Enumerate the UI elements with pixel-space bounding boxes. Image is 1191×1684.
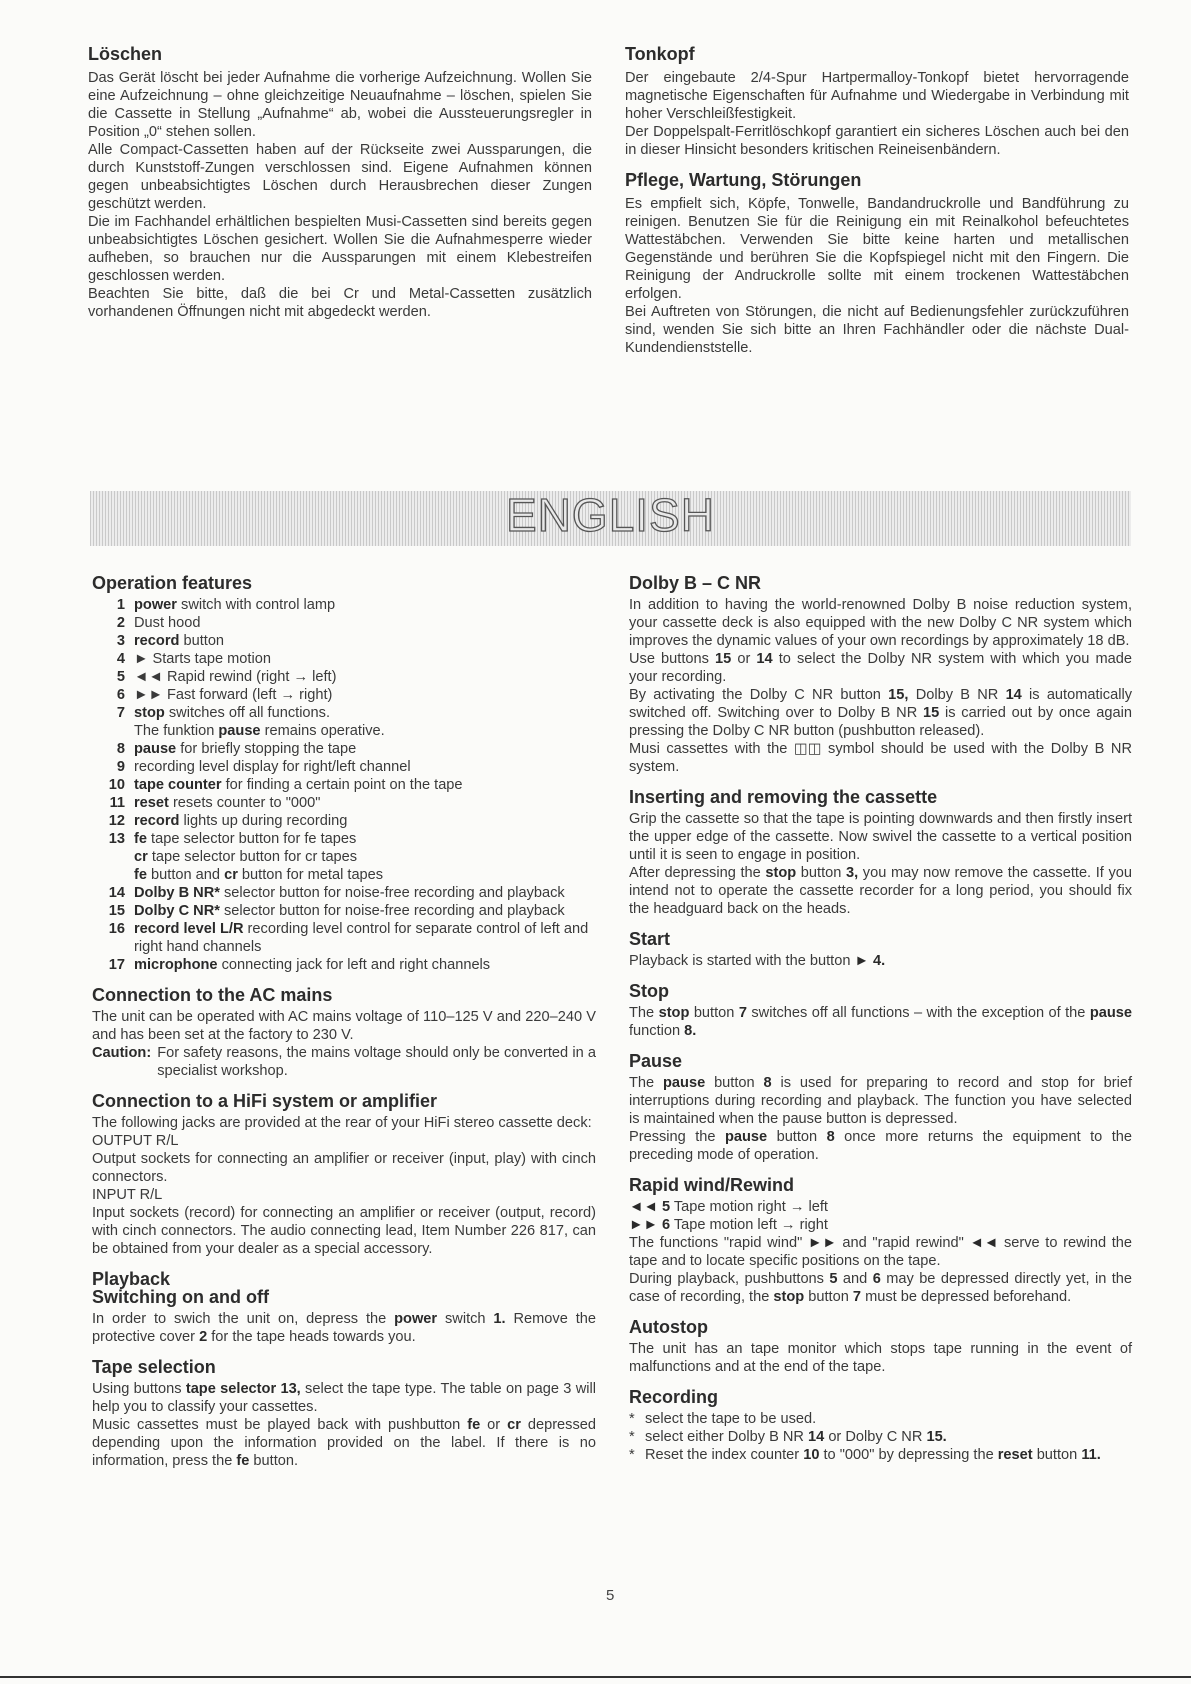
tape-selection-p1: Using buttons tape selector 13, select the tape type. The table on page 3 will help you to classify your cassettes. <box>92 1381 596 1415</box>
feature-number: 8 <box>116 741 125 757</box>
feature-text: ► Starts tape motion <box>134 651 271 667</box>
feature-item <box>92 632 596 650</box>
stop-text: The stop button 7 switches off all functions – with the exception of the pause function 8. <box>629 1005 1132 1039</box>
feature-number <box>92 866 134 884</box>
feature-number: 5 <box>116 669 125 685</box>
feature-number: 13 <box>108 831 125 847</box>
caution-note <box>92 1044 596 1080</box>
feature-number: 15 <box>108 903 125 919</box>
features-list <box>92 596 596 974</box>
hifi-input-label: INPUT R/L <box>92 1187 163 1203</box>
loeschen-p4: Beachten Sie bitte, daß die bei Cr und Metal-Cassetten zusätzlich vorhandenen Öffnungen nicht mit abgedeckt werden. <box>88 286 592 320</box>
pause-p1: The pause button 8 is used for preparing to record and stop for brief interruptions during recording and playback. The function you have selected is maintained when the pause button is depressed. <box>629 1075 1133 1127</box>
feature-text: Dolby B NR* selector button for noise-free recording and playback <box>134 885 565 901</box>
tonkopf-heading: Tonkopf <box>625 44 695 64</box>
feature-number: 9 <box>116 759 125 775</box>
feature-number: 7 <box>116 705 125 721</box>
feature-text: Dust hood <box>134 615 201 631</box>
feature-text: fe tape selector button for fe tapes <box>134 831 357 847</box>
hifi-output-label: OUTPUT R/L <box>92 1133 179 1149</box>
loeschen-p3: Die im Fachhandel erhältlichen bespielten Musi-Cassetten sind bereits gegen unbeabsichtigtes Löschen gesichert. Wollen Sie die Aufnahmesperre wieder aufheben, so brauchen nur die Aussparungen mit einem Klebestreifen geschlossen werden. <box>88 214 592 284</box>
english-left-column <box>92 574 596 1470</box>
banner-title: ENGLISH <box>506 489 715 541</box>
feature-number <box>92 722 134 740</box>
feature-text: fe button and cr button for metal tapes <box>134 867 384 883</box>
feature-number: 14 <box>108 885 125 901</box>
pause-p2: Pressing the pause button 8 once more returns the equipment to the preceding mode of operation. <box>629 1129 1132 1163</box>
tape-selection-p2: Music cassettes must be played back with pushbutton fe or cr depressed depending upon the information provided on the label. If there is no information, press the fe button. <box>92 1417 596 1469</box>
ac-p1: The unit can be operated with AC mains voltage of 110–125 V and 220–240 V and has been set at the factory to 230 V. <box>92 1009 596 1043</box>
loeschen-p1: Das Gerät löscht bei jeder Aufnahme die vorherige Aufzeichnung. Wollen Sie eine Aufzeichnung – ohne gleichzeitige Neuaufnahme – löschen, spielen Sie die Cassette in Stellung „Aufnahme“ ab, wobei die Aussteuerungsregler in Position „0“ stehen sollen. <box>88 70 592 140</box>
start-text: Playback is started with the button ► 4. <box>629 953 886 969</box>
pflege-p2: Bei Auftreten von Störungen, die nicht auf Bedienungsfehler zurückzuführen sind, wenden Sie sich bitte an Ihren Fachhändler oder die nächste Dual-Kundendienststelle. <box>625 304 1129 356</box>
feature-text: microphone connecting jack for left and right channels <box>134 957 491 973</box>
feature-item <box>92 596 596 614</box>
feature-number: 11 <box>109 795 125 811</box>
feature-item <box>92 686 596 704</box>
feature-number <box>92 848 134 866</box>
feature-item <box>92 722 596 740</box>
recording-item-2: * select either Dolby B NR 14 or Dolby C NR 15. <box>629 1429 947 1445</box>
feature-item <box>92 920 596 956</box>
playback-heading: Playback <box>92 1269 171 1289</box>
feature-number: 10 <box>108 777 125 793</box>
page-number: 5 <box>606 1587 615 1604</box>
playback-text: In order to swich the unit on, depress the power switch 1. Remove the protective cover 2 for the tape heads towards you. <box>92 1311 596 1345</box>
feature-number: 1 <box>116 597 125 613</box>
feature-text: record lights up during recording <box>134 813 348 829</box>
rapid-p2: During playback, pushbuttons 5 and 6 may be depressed directly yet, in the case of recording, the stop button 7 must be depressed beforehand. <box>629 1271 1133 1305</box>
feature-item <box>92 776 596 794</box>
feature-text: tape counter for finding a certain point on the tape <box>134 777 463 793</box>
recording-item-1: * select the tape to be used. <box>629 1411 817 1427</box>
stop-heading: Stop <box>629 981 669 1001</box>
feature-number: 4 <box>116 651 125 667</box>
feature-item <box>92 758 596 776</box>
pflege-p1: Es empfielt sich, Köpfe, Tonwelle, Bandandruckrolle und Bandführung zu reinigen. Benutzen Sie für die Reinigung ein mit Reinalkohol befeuchtetes Wattestäbchen. Verwenden Sie bitte keine harten und metallischen Gegenstände und berühren Sie die Kopfspiegel nicht mit den Fingern. Die Reinigung der Andruckrolle sollte mit einem trockenen Wattestäbchen erfolgen. <box>625 196 1129 302</box>
feature-text: recording level display for right/left channel <box>134 759 411 775</box>
english-banner <box>90 491 1131 546</box>
caution-label: Caution: <box>92 1045 152 1061</box>
rapid-heading: Rapid wind/Rewind <box>629 1175 794 1195</box>
loeschen-heading: Löschen <box>88 44 163 64</box>
loeschen-p2: Alle Compact-Cassetten haben auf der Rückseite zwei Aussparungen, die durch Kunststoff-Zungen verschlossen sind. Eigene Aufnahmen können gegen unbeabsichtigtes Löschen durch Herausbrechen dieser Zungen geschützt werden. <box>88 142 592 212</box>
caution-text: For safety reasons, the mains voltage should only be converted in a specialist workshop. <box>157 1045 596 1079</box>
recording-item-3: * Reset the index counter 10 to "000" by depressing the reset button 11. <box>629 1447 1101 1463</box>
feature-item <box>92 650 596 668</box>
feature-text: record level L/R recording level control for separate control of left and right hand channels <box>134 921 589 955</box>
tape-selection-heading: Tape selection <box>92 1357 216 1377</box>
start-heading: Start <box>629 929 671 949</box>
bottom-rule <box>0 1676 1191 1678</box>
tonkopf-p1: Der eingebaute 2/4-Spur Hartpermalloy-Tonkopf bietet hervorragende magnetische Eigenschaften für Aufnahme und Wiedergabe in Verbindung mit hoher Verschleißfestigkeit. <box>625 70 1129 122</box>
rapid-line1: ◄◄ 5 Tape motion right → left <box>629 1199 828 1215</box>
german-left-column <box>88 45 592 321</box>
pause-heading: Pause <box>629 1051 683 1071</box>
feature-item <box>92 668 596 686</box>
features-heading: Operation features <box>92 573 253 593</box>
ac-heading: Connection to the AC mains <box>92 985 333 1005</box>
feature-number: 17 <box>108 957 125 973</box>
feature-text: power switch with control lamp <box>134 597 336 613</box>
feature-item <box>92 956 596 974</box>
feature-item <box>92 830 596 848</box>
feature-item <box>92 740 596 758</box>
inserting-heading: Inserting and removing the cassette <box>629 787 938 807</box>
tonkopf-p2: Der Doppelspalt-Ferritlöschkopf garantiert ein sicheres Löschen auch bei den in dieser Hinsicht besonders kritischen Reineisenbändern. <box>625 124 1129 158</box>
dolby-p4: Musi cassettes with the ◫◫ symbol should be used with the Dolby B NR system. <box>629 741 1132 775</box>
english-right-column <box>629 574 1132 1464</box>
feature-text: ►► Fast forward (left → right) <box>134 687 333 703</box>
hifi-heading: Connection to a HiFi system or amplifier <box>92 1091 438 1111</box>
feature-text: The funktion pause remains operative. <box>134 723 385 739</box>
feature-text: record button <box>134 633 225 649</box>
hifi-p1: The following jacks are provided at the rear of your HiFi stereo cassette deck: <box>92 1115 592 1131</box>
pflege-heading: Pflege, Wartung, Störungen <box>625 170 862 190</box>
hifi-input-text: Input sockets (record) for connecting an amplifier or receiver (output, record) with cinch connectors. The audio connecting lead, Item Number 226 817, can be obtained from your dealer as a special accessory. <box>92 1205 596 1257</box>
inserting-p2: After depressing the stop button 3, you may now remove the cassette. If you intend not to operate the cassette recorder for a long period, you should fix the headguard back on the heads. <box>629 865 1132 917</box>
dolby-p2: Use buttons 15 or 14 to select the Dolby NR system with which you made your recording. <box>629 651 1132 685</box>
feature-number: 3 <box>116 633 125 649</box>
feature-item <box>92 614 596 632</box>
feature-text: cr tape selector button for cr tapes <box>134 849 358 865</box>
rapid-p1: The functions "rapid wind" ►► and "rapid rewind" ◄◄ serve to rewind the tape and to locate specific positions on the tape. <box>629 1235 1133 1269</box>
recording-heading: Recording <box>629 1387 719 1407</box>
feature-text: Dolby C NR* selector button for noise-free recording and playback <box>134 903 565 919</box>
autostop-heading: Autostop <box>629 1317 708 1337</box>
feature-text: ◄◄ Rapid rewind (right → left) <box>134 669 337 685</box>
dolby-p1: In addition to having the world-renowned Dolby B noise reduction system, your cassette deck is also equipped with the new Dolby C NR system which improves the dynamic values of your own recordings by approximately 18 dB. <box>629 597 1132 649</box>
rapid-line2: ►► 6 Tape motion left → right <box>629 1217 828 1233</box>
feature-item <box>92 848 596 866</box>
feature-text: pause for briefly stopping the tape <box>134 741 357 757</box>
feature-number: 2 <box>116 615 125 631</box>
feature-text: stop switches off all functions. <box>134 705 331 721</box>
feature-number: 12 <box>108 813 125 829</box>
autostop-text: The unit has an tape monitor which stops tape running in the event of malfunctions and at the end of the tape. <box>629 1341 1132 1375</box>
feature-item <box>92 884 596 902</box>
switching-heading: Switching on and off <box>92 1287 269 1307</box>
feature-text: reset resets counter to "000" <box>134 795 321 811</box>
german-right-column <box>625 45 1129 357</box>
feature-item <box>92 704 596 722</box>
feature-number: 6 <box>116 687 125 703</box>
dolby-p3: By activating the Dolby C NR button 15, Dolby B NR 14 is automatically switched off. Switching over to Dolby B NR 15 is carried out by once again pressing the Dolby C NR button (pushbutton released). <box>629 687 1133 739</box>
feature-item <box>92 794 596 812</box>
feature-number: 16 <box>108 921 125 937</box>
feature-item <box>92 866 596 884</box>
dolby-heading: Dolby B – C NR <box>629 573 762 593</box>
hifi-output-text: Output sockets for connecting an amplifier or receiver (input, play) with cinch connectors. <box>92 1151 596 1185</box>
feature-item <box>92 812 596 830</box>
feature-item <box>92 902 596 920</box>
inserting-p1: Grip the cassette so that the tape is pointing downwards and then firstly insert the upper edge of the cassette. Now swivel the cassette to a vertical position until it is seen to engage in position. <box>629 811 1132 863</box>
